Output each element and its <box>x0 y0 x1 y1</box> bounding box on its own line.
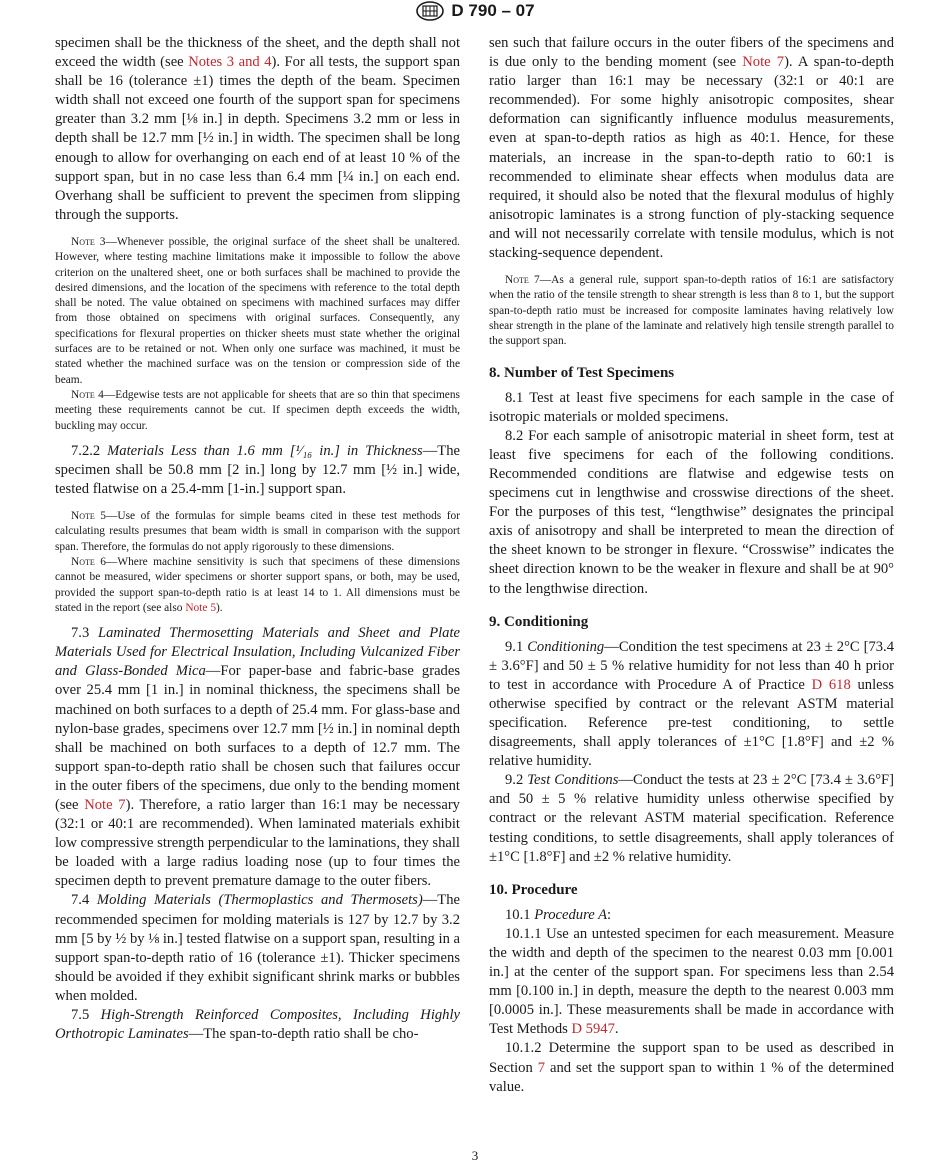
right-column <box>489 34 894 1097</box>
note-4: Note 4—Edgewise tests are not applicable for sheets that are so thin that specimens meeting these requirements cannot be cut. If specimen depth exceeds the width, buckling may occur. <box>55 388 460 432</box>
section-8-1: 8.1 Test at least five specimens for each sample in the case of isotropic materials or molded specimens. <box>489 389 894 425</box>
section-7-5-continued: sen such that failure occurs in the outer fibers of the specimens and is due only to the bending moment (see Note 7). A span-to-depth ratio larger than 16:1 may be necessary (32:1 or 40:1 are recommended). For some highly anisotropic composites, shear deformation can significantly influence modulus measurements, even at span-to-depth ratios as high as 40:1. Hence, for these materials, an increase in the span-to-depth ratio to 60:1 is recommended to eliminate shear effects when modulus data are required, it should also be noted that the flexural modulus of highly anisotropic laminates is a strong function of ply-stacking sequence and will not necessarily correlate with tensile modulus, which is not stacking-sequence dependent. <box>489 35 894 262</box>
link-notes-3-4[interactable]: Notes 3 and 4 <box>188 54 272 71</box>
page-number: 3 <box>471 1148 479 1163</box>
section-8-2: 8.2 For each sample of anisotropic material in sheet form, test at least five specimens for each of the following conditions. Recommended conditions are flatwise and edgewise tests on specimens cut in lengthwise and crosswise directions of the sheet. For the purposes of this test, “lengthwise” designates the principal axis of anisotropy and shall be interpreted to mean the direction of the sheet known to be stronger in flexure. “Crosswise” indicates the sheet direction known to be the weaker in flexure and shall be at 90° to the lengthwise direction. <box>489 427 894 597</box>
section-10-1: 10.1 Procedure A: <box>505 906 612 923</box>
heading-section-10: 10. Procedure <box>489 881 578 898</box>
link-note-5[interactable]: Note 5 <box>185 601 217 614</box>
link-d-5947[interactable]: D 5947 <box>571 1021 615 1038</box>
link-section-7[interactable]: 7 <box>537 1059 546 1076</box>
link-note-7[interactable]: Note 7 <box>742 54 785 71</box>
link-d-618[interactable]: D 618 <box>811 676 851 693</box>
note-7: Note 7—As a general rule, support span-to-depth ratios of 16:1 are satisfactory when the ratio of the tensile strength to shear strength is less than 8 to 1, but the support span-to-depth ratio must be increased for composite laminates having relatively low shear strength in the plane of the laminate and relatively high tensile strength parallel to the support span. <box>489 274 894 348</box>
link-note-7[interactable]: Note 7 <box>84 797 126 813</box>
section-7-5: 7.5 High-Strength Reinforced Composites, Including Highly Orthotropic Laminates—The span-to-depth ratio shall be cho- <box>55 1007 460 1043</box>
left-column <box>55 34 460 1044</box>
section-10-1-2: 10.1.2 Determine the support span to be used as described in Section 7 and set the support span to within 1 % of the determined value. <box>489 1040 894 1095</box>
standard-designation: D 790 – 07 <box>451 1 535 20</box>
section-7-4: 7.4 Molding Materials (Thermoplastics and Thermosets)—The recommended specimen for molding materials is 127 by 12.7 by 3.2 mm [5 by ½ by ⅛ in.] tested flatwise on a support span, resulting in a support span-to-depth ratio of 16 (tolerance ±1). Thicker specimens should be avoided if they exhibit significant shrink marks or bubbles when molded. <box>55 892 460 1004</box>
paragraph-7-2-1-continued: specimen shall be the thickness of the sheet, and the depth shall not exceed the width (see Notes 3 and 4). For all tests, the support span shall be 16 (tolerance ±1) times the depth of the beam. Specimen width shall not exceed one fourth of the support span for specimens greater than 3.2 mm [⅛ in.] in depth. Specimens 3.2 mm or less in depth shall be 12.7 mm [½ in.] in width. The specimen shall be long enough to allow for overhanging on each end of at least 10 % of the support span, but in no case less than 6.4 mm [¼ in.] on each end. Overhang shall be sufficient to prevent the specimen from slipping through the supports. <box>55 35 460 223</box>
heading-section-9: 9. Conditioning <box>489 613 589 630</box>
heading-section-8: 8. Number of Test Specimens <box>489 364 675 381</box>
astm-logo-icon <box>415 1 445 21</box>
note-6: Note 6—Where machine sensitivity is such that specimens of these dimensions cannot be measured, wider specimens or shorter support spans, or both, may be used, provided the support span-to-depth ratio is at least 14 to 1. All dimensions must be stated in the report (see also Note 5). <box>55 555 460 614</box>
note-3: Note 3—Whenever possible, the original surface of the sheet shall be unaltered. However, where testing machine limitations make it impossible to follow the above criterion on the unaltered sheet, one or both surfaces shall be machined to provide the desired dimensions, and the location of the specimens with reference to the total depth shall be noted. The value obtained on specimens with machined surfaces may differ from those obtained on specimens with original surfaces. Consequently, any specifications for flexural properties on thicker sheets must state whether the original surfaces are to be retained or not. When only one surface was machined, it must be stated whether the machined surface was on the tension or compression side of the beam. <box>55 235 460 386</box>
section-7-2-2: 7.2.2 Materials Less than 1.6 mm [¹⁄₁₆ in.] in Thickness—The specimen shall be 50.8 mm [2 in.] long by 12.7 mm [½ in.] wide, tested flatwise on a 25.4-mm [1-in.] support span. <box>55 442 460 497</box>
section-9-2: 9.2 Test Conditions—Conduct the tests at 23 ± 2°C [73.4 ± 3.6°F] and 50 ± 5 % relative humidity unless otherwise specified by contract or the relevant ASTM material specification. Reference testing conditions, to settle disagreements, shall apply tolerances of ±1°C [1.8°F] and ±2 % relative humidity. <box>489 772 894 865</box>
section-10-1-1: 10.1.1 Use an untested specimen for each measurement. Measure the width and depth of the specimen to the nearest 0.03 mm [0.001 in.] at the center of the support span. For specimens less than 2.54 mm [0.100 in.] in depth, measure the depth to the nearest 0.003 mm [0.0005 in.]. These measurements shall be made in accordance with Test Methods D 5947. <box>489 925 894 1038</box>
section-9-1: 9.1 Conditioning—Condition the test specimens at 23 ± 2°C [73.4 ± 3.6°F] and 50 ± 5 % relative humidity for not less than 40 h prior to test in accordance with Procedure A of Practice D 618 unless otherwise specified by contract or the relevant ASTM material specification. Reference pre-test conditioning, to settle disagreements, shall apply tolerances of ±1°C [1.8°F] and ±2 % relative humidity. <box>489 638 895 770</box>
page-header <box>0 0 950 22</box>
note-5: Note 5—Use of the formulas for simple beams cited in these test methods for calculating results presumes that beam width is small in comparison with the support span. Therefore, the formulas do not apply rigorously to these dimensions. <box>55 510 460 553</box>
section-7-3: 7.3 Laminated Thermosetting Materials and Sheet and Plate Materials Used for Electrical Insulation, Including Vulcanized Fiber and Glass-Bonded Mica—For paper-base and fabric-base grades over 25.4 mm [1 in.] in nominal thickness, the specimens shall be machined on both surfaces to a depth of 25.4 mm. For glass-base and nylon-base grades, specimens over 12.7 mm [½ in.] in nominal depth shall be machined on both surfaces to a depth of 12.7 mm. The support span-to-depth ratio shall be chosen such that failures occur in the outer fibers of the specimens, due only to the bending moment (see Note 7). Therefore, a ratio larger than 16:1 may be necessary (32:1 or 40:1 are recommended). When laminated materials exhibit low compressive strength perpendicular to the laminations, they shall be loaded with a large radius loading nose (up to four times the specimen depth to prevent premature damage to the outer fibers. <box>55 625 460 890</box>
